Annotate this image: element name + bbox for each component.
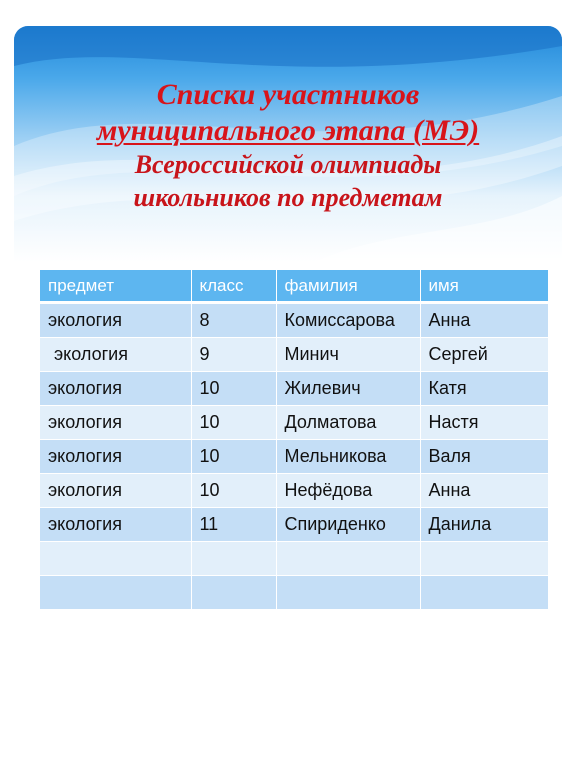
cell-grade: 10 xyxy=(191,440,276,474)
cell-subject: экология xyxy=(40,338,191,372)
title-line-1: Списки участников xyxy=(156,78,420,111)
cell-name: Анна xyxy=(420,474,548,508)
cell-surname: Мельникова xyxy=(276,440,420,474)
cell-surname: Долматова xyxy=(276,406,420,440)
cell-name xyxy=(420,576,548,610)
cell-surname: Спириденко xyxy=(276,508,420,542)
header-name: имя xyxy=(420,270,548,303)
cell-subject: экология xyxy=(40,440,191,474)
cell-name: Анна xyxy=(420,303,548,338)
table-row xyxy=(40,440,548,474)
cell-name: Настя xyxy=(420,406,548,440)
page-title xyxy=(14,80,562,218)
cell-subject: экология xyxy=(40,372,191,406)
cell-surname xyxy=(276,542,420,576)
cell-subject: экология xyxy=(40,406,191,440)
table-row xyxy=(40,303,548,338)
table-row-empty xyxy=(40,542,548,576)
cell-surname: Жилевич xyxy=(276,372,420,406)
cell-grade: 11 xyxy=(191,508,276,542)
cell-name xyxy=(420,542,548,576)
cell-surname xyxy=(276,576,420,610)
header-grade: класс xyxy=(191,270,276,303)
cell-grade: 10 xyxy=(191,406,276,440)
cell-name: Валя xyxy=(420,440,548,474)
cell-grade: 9 xyxy=(191,338,276,372)
title-line-4: школьников по предметам xyxy=(133,183,443,212)
table-header-row xyxy=(40,270,548,303)
cell-name: Катя xyxy=(420,372,548,406)
table-row xyxy=(40,406,548,440)
cell-grade xyxy=(191,576,276,610)
title-line-3: Всероссийской олимпиады xyxy=(134,150,442,179)
cell-grade xyxy=(191,542,276,576)
table-row-empty xyxy=(40,576,548,610)
cell-subject: экология xyxy=(40,508,191,542)
cell-surname: Комиссарова xyxy=(276,303,420,338)
cell-name: Сергей xyxy=(420,338,548,372)
cell-subject: экология xyxy=(40,474,191,508)
cell-subject xyxy=(40,542,191,576)
cell-grade: 8 xyxy=(191,303,276,338)
cell-surname: Нефёдова xyxy=(276,474,420,508)
table-row xyxy=(40,372,548,406)
cell-subject xyxy=(40,576,191,610)
cell-subject: экология xyxy=(40,303,191,338)
table-row xyxy=(40,508,548,542)
table-row xyxy=(40,474,548,508)
table-row xyxy=(40,338,548,372)
participants-table xyxy=(40,270,548,610)
cell-name: Данила xyxy=(420,508,548,542)
title-line-2: муниципального этапа (МЭ) xyxy=(96,114,480,147)
cell-grade: 10 xyxy=(191,474,276,508)
cell-surname: Минич xyxy=(276,338,420,372)
header-subject: предмет xyxy=(40,270,191,303)
cell-grade: 10 xyxy=(191,372,276,406)
header-surname: фамилия xyxy=(276,270,420,303)
